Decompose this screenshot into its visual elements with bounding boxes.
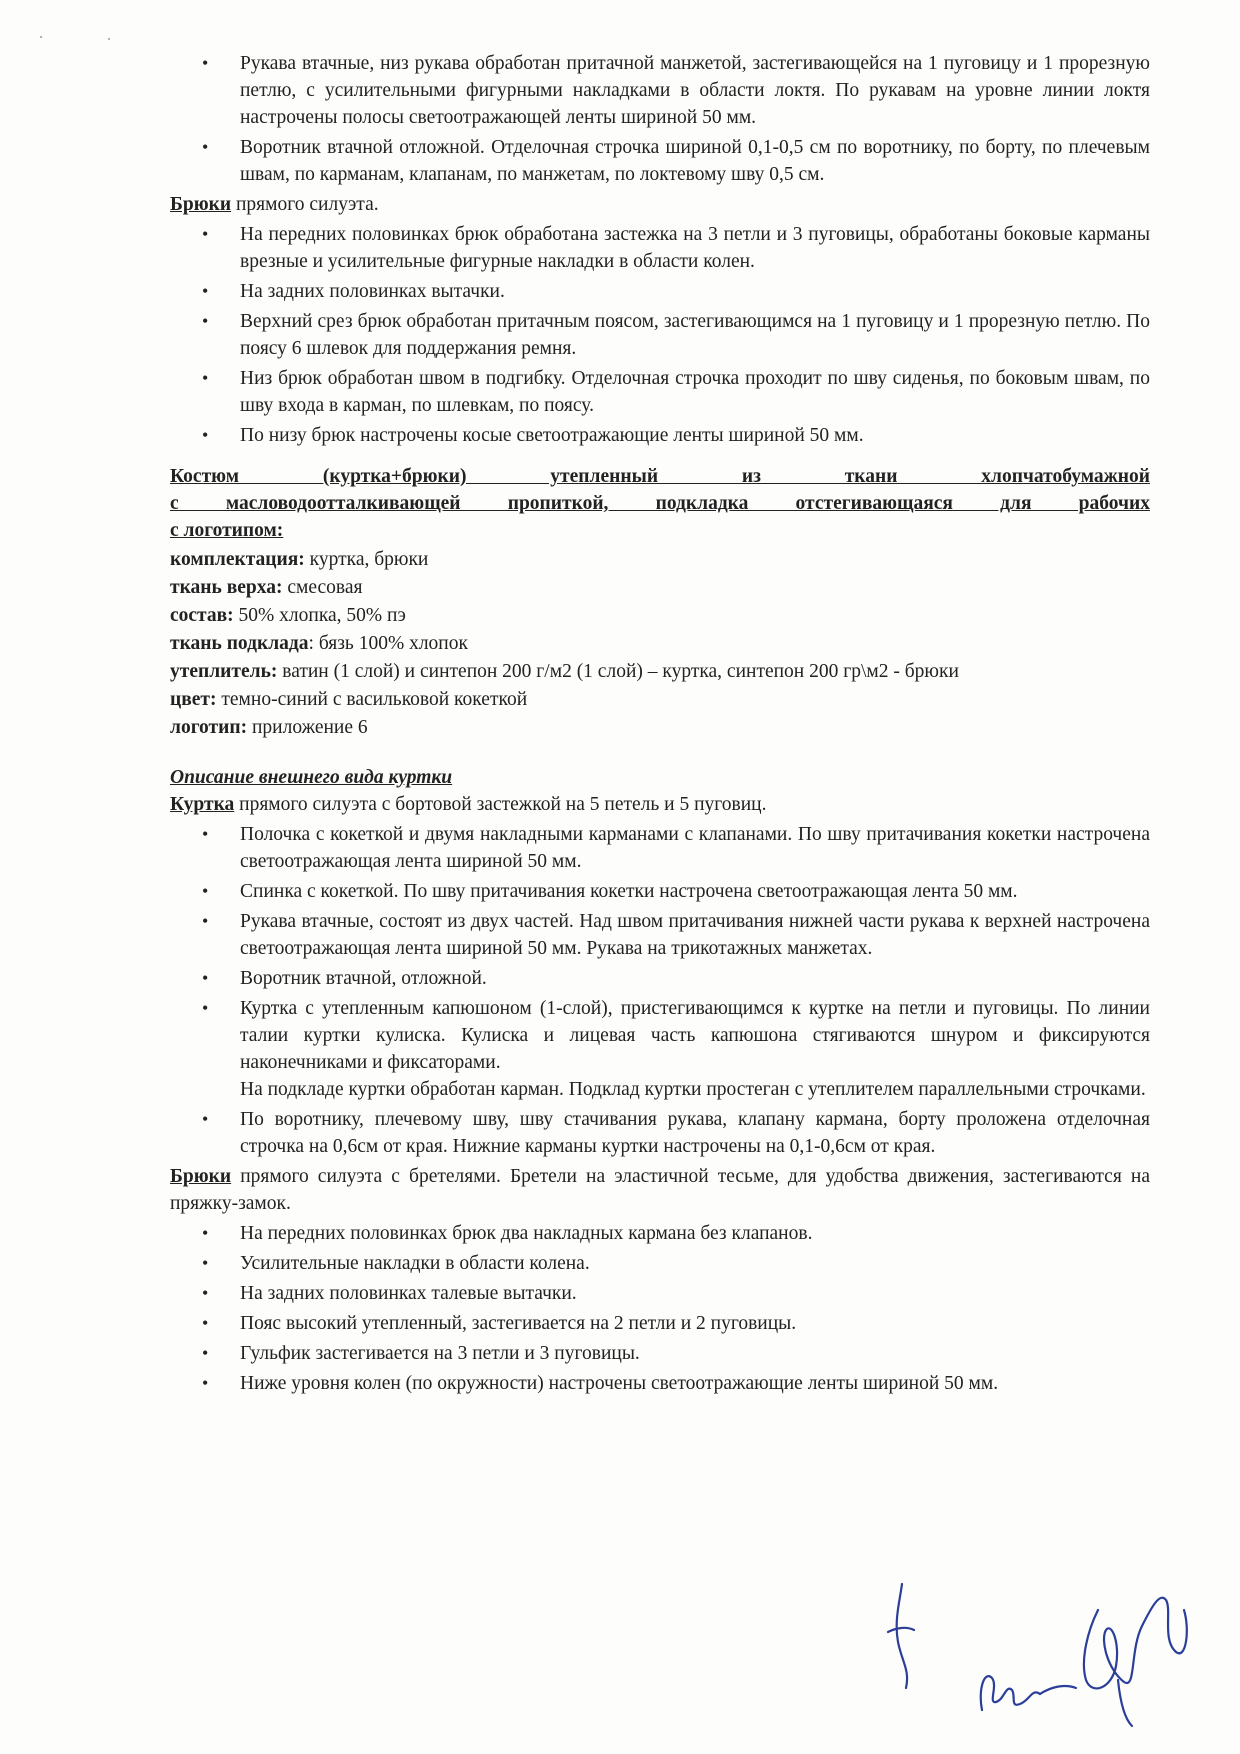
sleeve-bullet-list	[170, 50, 1150, 188]
jacket-intro-text: прямого силуэта с бортовой застежкой на 5 петель и 5 пуговиц.	[234, 794, 767, 815]
spec-value: смесовая	[282, 577, 363, 598]
signature-strokes	[888, 1584, 1187, 1726]
spec-label: комплектация:	[170, 549, 305, 570]
list-item: • Воротник втачной, отложной.	[170, 965, 1150, 992]
list-item: • Воротник втачной отложной. Отделочная строчка шириной 0,1-0,5 см по воротнику, по борту, по плечевым швам, по карманам, клапанам, по манжетам, по локтевому шву 0,5 см.	[170, 134, 1150, 188]
list-item: • Пояс высокий утепленный, застегивается на 2 петли и 2 пуговицы.	[170, 1310, 1150, 1337]
list-item: • Ниже уровня колен (по окружности) настрочены светоотражающие ленты шириной 50 мм.	[170, 1370, 1150, 1397]
list-item: • Спинка с кокеткой. По шву притачивания кокетки настрочена светоотражающая лента 50 мм.	[170, 878, 1150, 905]
spec-label: цвет:	[170, 689, 217, 710]
spec-label: логотип:	[170, 717, 248, 738]
document-body	[170, 50, 1150, 1400]
trousers-label: Брюки	[170, 194, 232, 215]
list-item: • Гульфик застегивается на 3 петли и 3 пуговицы.	[170, 1340, 1150, 1367]
list-item: • Низ брюк обработан швом в подгибку. Отделочная строчка проходит по шву сиденья, по боковым швам, по шву входа в карман, по шлевкам, по поясу.	[170, 365, 1150, 419]
spec-row	[170, 658, 1150, 686]
spec-label: состав:	[170, 605, 234, 626]
suit-heading-line: с масловодоотталкивающей пропиткой, подкладка отстегивающаяся для рабочих	[170, 493, 1150, 514]
scan-speck	[108, 38, 110, 40]
jacket-label: Куртка	[170, 794, 235, 815]
jacket-lining-note: На подкладе куртки обработан карман. Подклад куртки простеган с утеплителем параллельными строчками.	[240, 1079, 1146, 1100]
spec-row	[170, 602, 1150, 630]
jacket-description-title: Описание внешнего вида куртки	[170, 767, 453, 788]
trousers-intro	[170, 191, 1150, 218]
spec-label: ткань верха:	[170, 577, 283, 598]
spec-row	[170, 630, 1150, 658]
spec-label: утеплитель:	[170, 661, 278, 682]
spec-value: : бязь 100% хлопок	[308, 633, 468, 654]
initial-cross-stroke	[888, 1628, 914, 1632]
spec-label: ткань подклада	[170, 633, 309, 654]
trousers-bullet-list	[170, 221, 1150, 449]
signature-connector	[1040, 1686, 1076, 1694]
overalls-bullet-list	[170, 1220, 1150, 1397]
list-item: • Усилительные накладки в области колена.	[170, 1250, 1150, 1277]
spec-list	[170, 546, 1150, 742]
list-item: • По воротнику, плечевому шву, шву стачивания рукава, клапану кармана, борту проложена отделочная строчка на 0,6см от края. Нижние карманы куртки настрочены на 0,1-0,6см от края.	[170, 1106, 1150, 1160]
spec-row	[170, 574, 1150, 602]
initial-stroke	[897, 1584, 907, 1688]
list-item: • Рукава втачные, низ рукава обработан притачной манжетой, застегивающейся на 1 пуговицу и 1 прорезную петлю, с усилительными фигурными накладками в области локтя. По рукавам на уровне линии локтя настрочены полосы светоотражающей ленты шириной 50 мм.	[170, 50, 1150, 131]
spec-row	[170, 546, 1150, 574]
suit-heading-line: с логотипом:	[170, 520, 284, 541]
handwritten-signature	[880, 1570, 1220, 1730]
spec-value: куртка, брюки	[304, 549, 429, 570]
signature-tail	[1118, 1680, 1132, 1726]
signature-main-part	[1084, 1598, 1187, 1689]
scan-speck	[40, 36, 42, 38]
overalls-intro	[170, 1163, 1150, 1217]
trousers-intro-text: прямого силуэта.	[231, 194, 379, 215]
list-item: • Верхний срез брюк обработан притачным поясом, застегивающимся на 1 пуговицу и 1 прорезную петлю. По поясу 6 шлевок для поддержания ремня.	[170, 308, 1150, 362]
list-item: • На передних половинках брюк два накладных кармана без клапанов.	[170, 1220, 1150, 1247]
list-item: • На задних половинках талевые вытачки.	[170, 1280, 1150, 1307]
jacket-intro	[170, 791, 1150, 818]
suit-heading-line: Костюм (куртка+брюки) утепленный из ткани хлопчатобумажной	[170, 466, 1150, 487]
spec-row	[170, 686, 1150, 714]
list-item: • Куртка с утепленным капюшоном (1-слой), пристегивающимся к куртке на петли и пуговицы. По линии талии куртки кулиска. Кулиска и лицевая часть капюшона стягиваются шнуром и фиксируются наконечниками и фиксаторами.	[170, 995, 1150, 1076]
spec-value: приложение 6	[247, 717, 368, 738]
spec-row	[170, 714, 1150, 742]
spec-value: ватин (1 слой) и синтепон 200 г/м2 (1 слой) – куртка, синтепон 200 гр\м2 - брюки	[277, 661, 959, 682]
overalls-intro-text: прямого силуэта с бретелями. Бретели на эластичной тесьме, для удобства движения, застегиваются на пряжку-замок.	[170, 1166, 1150, 1214]
trousers-label: Брюки	[170, 1166, 232, 1187]
signature-first-part	[981, 1676, 1040, 1710]
spec-value: 50% хлопка, 50% пэ	[233, 605, 406, 626]
spec-value: темно-синий с васильковой кокеткой	[216, 689, 528, 710]
jacket-bullet-list	[170, 821, 1150, 1076]
list-item: • На задних половинках вытачки.	[170, 278, 1150, 305]
jacket-bullet-list-2	[170, 1106, 1150, 1160]
list-item: • Полочка с кокеткой и двумя накладными карманами с клапанами. По шву притачивания кокетки настрочена светоотражающая лента шириной 50 мм.	[170, 821, 1150, 875]
list-item: • По низу брюк настрочены косые светоотражающие ленты шириной 50 мм.	[170, 422, 1150, 449]
list-item: • На передних половинках брюк обработана застежка на 3 петли и 3 пуговицы, обработаны боковые карманы врезные и усилительные фигурные накладки в области колен.	[170, 221, 1150, 275]
list-item: • Рукава втачные, состоят из двух частей. Над швом притачивания нижней части рукава к верхней настрочена светоотражающая лента шириной 50 мм. Рукава на трикотажных манжетах.	[170, 908, 1150, 962]
